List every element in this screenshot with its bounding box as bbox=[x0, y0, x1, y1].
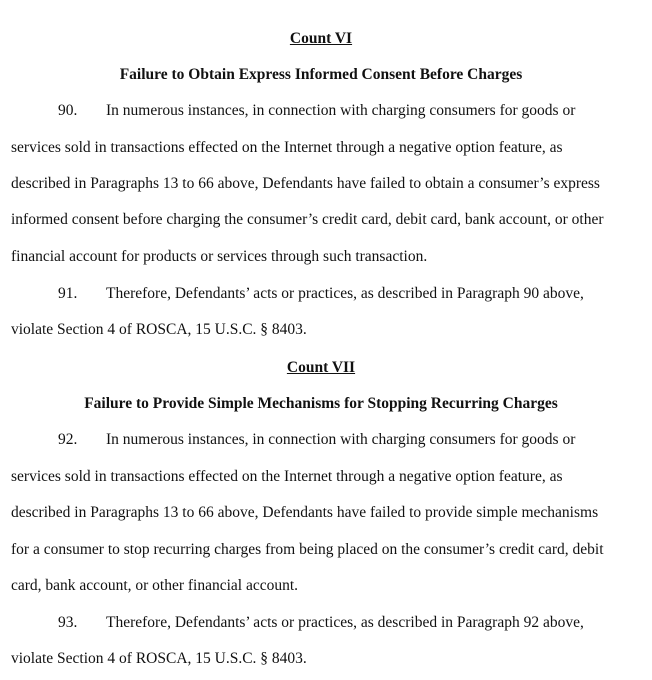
paragraph-92-line: card, bank account, or other financial account. bbox=[11, 577, 299, 594]
paragraph-92-line: services sold in transactions effected on the Internet through a negative option feature, as bbox=[11, 468, 563, 485]
paragraph-90-line: informed consent before charging the consumer’s credit card, debit card, bank account, or other bbox=[11, 211, 604, 228]
paragraph-93-line: violate Section 4 of ROSCA, 15 U.S.C. § 8403. bbox=[11, 650, 307, 667]
paragraph-91-line: violate Section 4 of ROSCA, 15 U.S.C. § 8403. bbox=[11, 321, 307, 338]
paragraph-90-line: services sold in transactions effected on the Internet through a negative option feature, as bbox=[11, 139, 563, 156]
paragraph-text: Therefore, Defendants’ acts or practices, as described in Paragraph 90 above, bbox=[106, 285, 584, 302]
paragraph-text: In numerous instances, in connection with charging consumers for goods or bbox=[106, 102, 576, 119]
paragraph-number: 93. bbox=[58, 614, 78, 631]
paragraph-90-line: described in Paragraphs 13 to 66 above, Defendants have failed to obtain a consumer’s express bbox=[11, 175, 600, 192]
count-vi-heading: Count VI bbox=[289, 30, 353, 47]
paragraph-text: In numerous instances, in connection with charging consumers for goods or bbox=[106, 431, 576, 448]
count-vi-subtitle: Failure to Obtain Express Informed Consent Before Charges bbox=[119, 66, 523, 83]
paragraph-number: 91. bbox=[58, 285, 78, 302]
count-vii-heading: Count VII bbox=[286, 359, 356, 376]
paragraph-90-first-line bbox=[58, 101, 575, 121]
paragraph-text: Therefore, Defendants’ acts or practices, as described in Paragraph 92 above, bbox=[106, 614, 584, 631]
count-vii-subtitle: Failure to Provide Simple Mechanisms for Stopping Recurring Charges bbox=[84, 395, 558, 412]
paragraph-93-first-line bbox=[58, 613, 584, 633]
paragraph-90-line: financial account for products or services through such transaction. bbox=[11, 248, 428, 265]
paragraph-number: 92. bbox=[58, 431, 78, 448]
paragraph-92-line: described in Paragraphs 13 to 66 above, Defendants have failed to provide simple mechanisms bbox=[11, 504, 599, 521]
paragraph-number: 90. bbox=[58, 102, 78, 119]
paragraph-91-first-line bbox=[58, 284, 584, 304]
paragraph-92-line: for a consumer to stop recurring charges from being placed on the consumer’s credit card, debit bbox=[11, 541, 604, 558]
paragraph-92-first-line bbox=[58, 430, 575, 450]
